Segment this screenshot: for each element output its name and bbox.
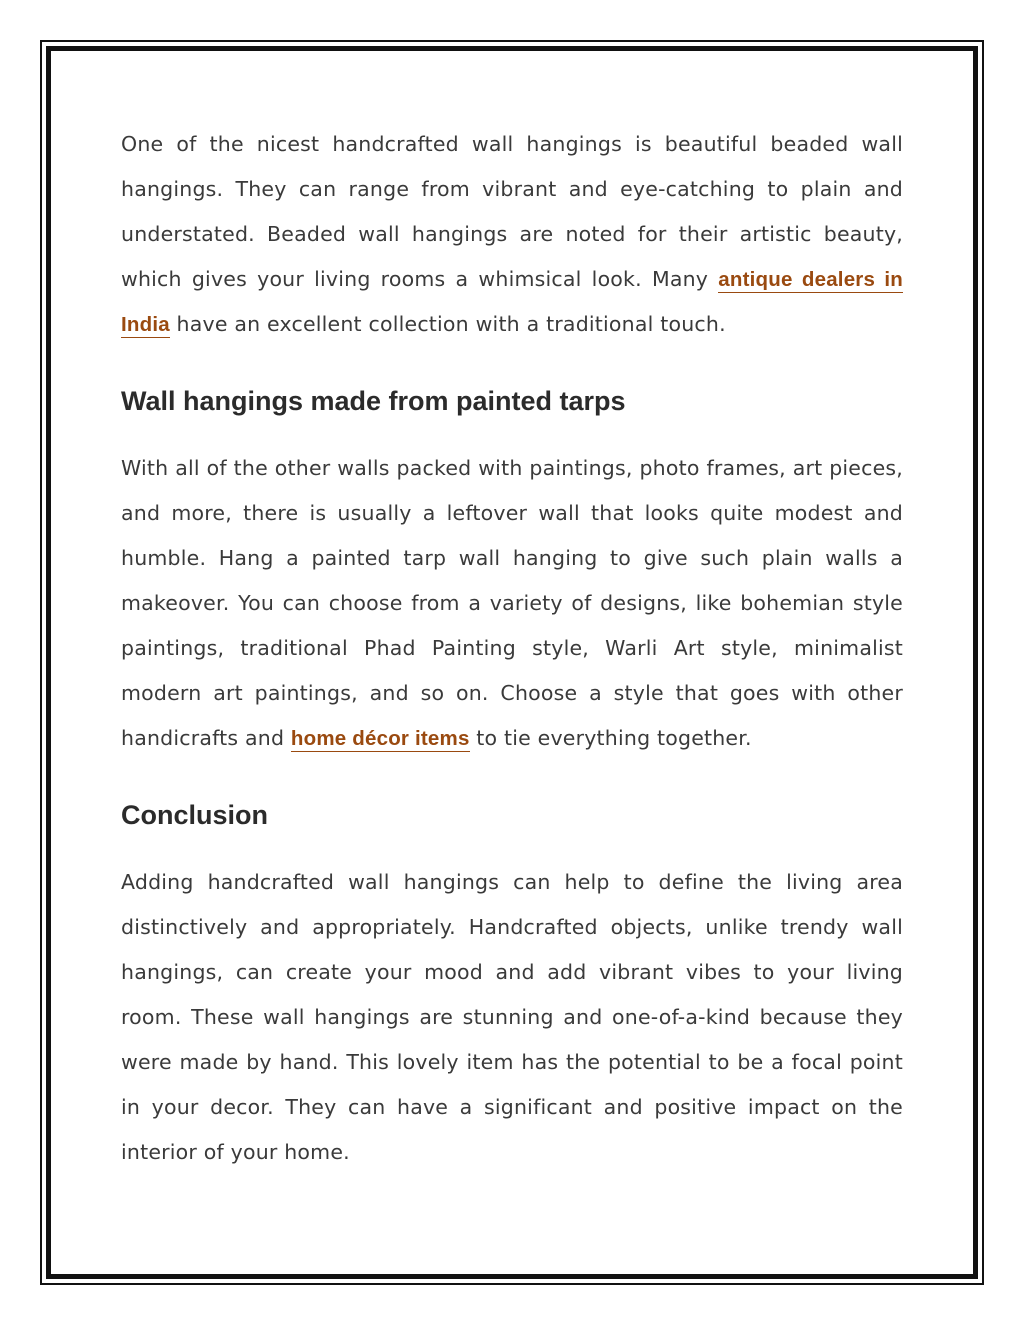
paragraph-beaded-wall-hangings (121, 122, 903, 347)
paragraph-painted-tarps (121, 446, 903, 761)
paragraph-text: With all of the other walls packed with paintings, photo frames, art pieces, and more, there is usually a leftover wall that looks quite modest and humble. Hang a painted tarp wall hanging to give such plain walls a makeover. You can choose from a variety of designs, like bohemian style paintings, traditional Phad Painting style, Warli Art style, minimalist modern art paintings, and so on. Choose a style that goes with other handicrafts and (121, 456, 903, 750)
heading-conclusion: Conclusion (121, 800, 268, 830)
link-antique-dealers-in-india[interactable]: antique dealers in India (121, 268, 904, 336)
link-home-decor-items[interactable]: home décor items (290, 727, 470, 750)
paragraph-text: have an excellent collection with a traditional touch. (169, 312, 726, 336)
paragraph-text: One of the nicest handcrafted wall hangings is beautiful beaded wall hangings. They can range from vibrant and eye-catching to plain and understated. Beaded wall hangings are noted for their artistic beauty, which gives your living rooms a whimsical look. Many (121, 132, 903, 291)
paragraph-text: to tie everything together. (469, 726, 752, 750)
heading-painted-tarps: Wall hangings made from painted tarps (121, 386, 626, 416)
paragraph-conclusion: Adding handcrafted wall hangings can help to define the living area distinctively and appropriately. Handcrafted objects, unlike trendy wall hangings, can create your mood and add vibrant vibes to your living room. These wall hangings are stunning and one-of-a-kind because they were made by hand. This lovely item has the potential to be a focal point in your decor. They can have a significant and positive impact on the interior of your home. (121, 870, 903, 1164)
document-body (121, 122, 903, 1175)
